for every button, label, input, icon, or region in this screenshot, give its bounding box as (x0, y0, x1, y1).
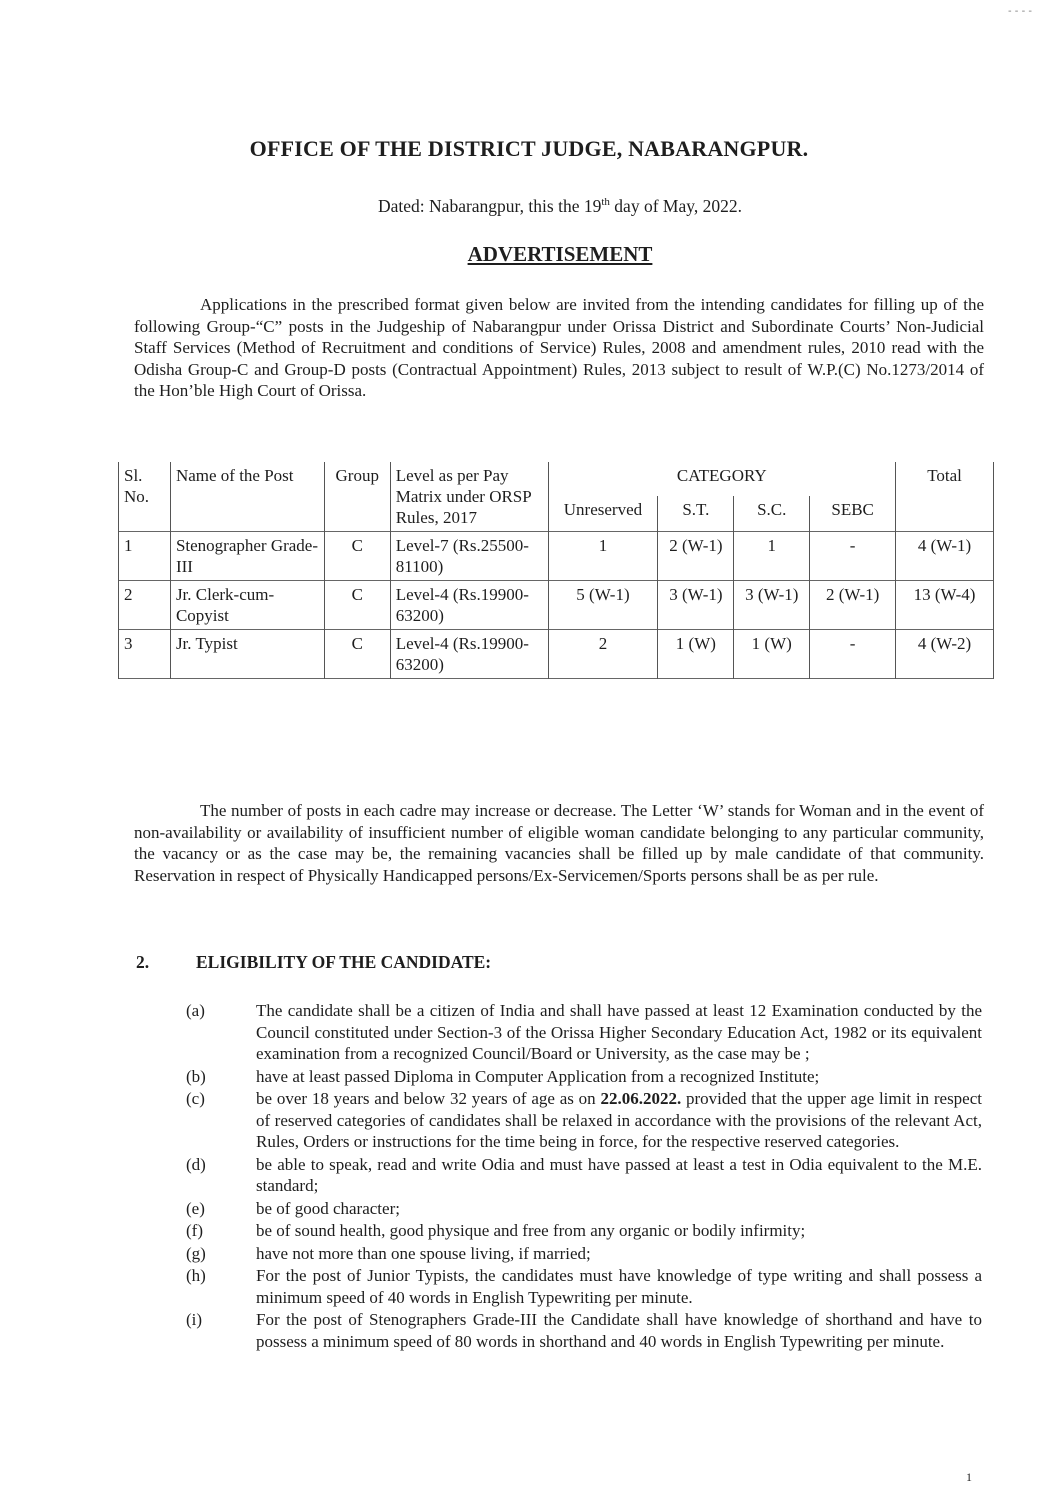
advertisement-heading: ADVERTISEMENT (467, 242, 653, 266)
item-label: (a) (186, 1001, 205, 1020)
item-label: (d) (186, 1154, 206, 1174)
row-sc: 1 (W) (734, 630, 810, 679)
item-text: For the post of Stenographers Grade-III the Candidate shall have knowledge of shorthand and have to possess a minimum speed of 80 words in shorthand and 40 words in English Typewriting per minute. (256, 1310, 982, 1351)
section-number: 2. (136, 952, 150, 972)
row-unreserved: 5 (W-1) (548, 581, 658, 630)
row-sl: 1 (119, 532, 171, 581)
row-unreserved: 2 (548, 630, 658, 679)
row-group: C (324, 532, 390, 581)
dated-line (0, 196, 1058, 217)
table-row (119, 630, 994, 679)
row-group: C (324, 581, 390, 630)
header-unreserved: Unreserved (548, 496, 658, 531)
header-group: Group (324, 462, 390, 532)
item-text-before: be over 18 years and below 32 years of age as on (256, 1089, 601, 1108)
row-level: Level-4 (Rs.19900-63200) (390, 630, 548, 679)
item-text: have not more than one spouse living, if married; (256, 1243, 591, 1263)
row-sl: 3 (119, 630, 171, 679)
item-text (256, 1088, 982, 1153)
eligibility-list (186, 1000, 982, 1353)
note-text: The number of posts in each cadre may increase or decrease. The Letter ‘W’ stands for Woman and in the event of non-availability or availability of insufficient number of eligible woman candidate belonging to any particular community, the vacancy or as the case may be, the remaining vacancies shall be filled up by male candidate of that community. Reservation in respect of Physically Handicapped persons/Ex-Servicemen/Sports persons shall be as per rule. (134, 801, 984, 885)
list-item (186, 1309, 982, 1352)
row-name: Jr. Typist (170, 630, 324, 679)
row-level: Level-4 (Rs.19900-63200) (390, 581, 548, 630)
row-sc: 3 (W-1) (734, 581, 810, 630)
list-item (186, 1000, 982, 1065)
header-level: Level as per Pay Matrix under ORSP Rules, 2017 (390, 462, 548, 532)
row-st: 2 (W-1) (658, 532, 734, 581)
header-sc: S.C. (734, 496, 810, 531)
table-header-row (119, 462, 994, 496)
list-item (186, 1265, 982, 1308)
row-st: 3 (W-1) (658, 581, 734, 630)
row-total: 4 (W-2) (896, 630, 994, 679)
dated-suffix: day of May, 2022. (609, 196, 742, 216)
row-total: 4 (W-1) (896, 532, 994, 581)
row-name: Jr. Clerk-cum-Copyist (170, 581, 324, 630)
item-text: be of sound health, good physique and free from any organic or bodily infirmity; (256, 1221, 806, 1240)
item-text-date: 22.06.2022. (600, 1089, 682, 1108)
item-label: (i) (186, 1310, 203, 1329)
row-unreserved: 1 (548, 532, 658, 581)
row-sc: 1 (734, 532, 810, 581)
row-sebc: - (810, 630, 896, 679)
intro-text: Applications in the prescribed format given below are invited from the intending candidates for filling up of the following Group-“C” posts in the Judgeship of Nabarangpur under Orissa District and Subordinate Courts’ Non-Judicial Staff Services (Method of Recruitment and conditions of Service) Rules, 2008 and amendment rules, 2010 read with the Odisha Group-C and Group-D posts (Contractual Appointment) Rules, 2013 subject to result of W.P.(C) No.1273/2014 of the Hon’ble High Court of Orissa. (134, 295, 984, 400)
item-label: (e) (186, 1198, 205, 1218)
item-text: The candidate shall be a citizen of India and shall have passed at least 12 Examination conducted by the Council constituted under Section-3 of the Orissa Higher Secondary Education Act, 1982 or its equivalent examination from a recognized Council/Board or University, as the case may be ; (256, 1001, 982, 1063)
table-row (119, 581, 994, 630)
header-category: CATEGORY (548, 462, 896, 496)
header-name: Name of the Post (170, 462, 324, 532)
item-text-after: provided that the upper age limit in respect of reserved categories of candidates shall be relaxed in accordance with the provisions of the relevant Act, Rules, Orders or instructions for the time being in force, for the respective reserved categories. (256, 1089, 982, 1151)
list-item (186, 1088, 982, 1153)
row-st: 1 (W) (658, 630, 734, 679)
item-label: (h) (186, 1266, 206, 1285)
section-title: ELIGIBILITY OF THE CANDIDATE: (196, 952, 492, 972)
header-sl: Sl. No. (119, 462, 171, 532)
item-text: be of good character; (256, 1198, 400, 1218)
item-label: (c) (186, 1089, 205, 1108)
list-item (186, 1220, 982, 1242)
row-sl: 2 (119, 581, 171, 630)
row-sebc: - (810, 532, 896, 581)
office-title: OFFICE OF THE DISTRICT JUDGE, NABARANGPUR. (249, 136, 809, 161)
item-label: (b) (186, 1066, 206, 1086)
row-level: Level-7 (Rs.25500-81100) (390, 532, 548, 581)
header-total: Total (896, 462, 994, 532)
list-item (186, 1243, 982, 1265)
list-item (186, 1066, 982, 1088)
item-label: (g) (186, 1243, 206, 1263)
item-text: be able to speak, read and write Odia and must have passed at least a test in Odia equivalent to the M.E. standard; (256, 1154, 982, 1195)
dated-prefix: Dated: Nabarangpur, this the 19 (378, 196, 602, 216)
item-text: have at least passed Diploma in Computer Application from a recognized Institute; (256, 1066, 820, 1086)
corner-scan-mark: - - - - (1008, 6, 1032, 17)
table-row (119, 532, 994, 581)
intro-paragraph (134, 294, 984, 402)
item-text: For the post of Junior Typists, the candidates must have knowledge of type writing and shall possess a minimum speed of 40 words in English Typewriting per minute. (256, 1266, 982, 1307)
item-label: (f) (186, 1221, 203, 1240)
row-group: C (324, 630, 390, 679)
header-sebc: SEBC (810, 496, 896, 531)
page-number: 1 (966, 1470, 972, 1484)
header-st: S.T. (658, 496, 734, 531)
row-name: Stenographer Grade-III (170, 532, 324, 581)
list-item (186, 1154, 982, 1197)
row-total: 13 (W-4) (896, 581, 994, 630)
dated-superscript: th (601, 196, 610, 209)
row-sebc: 2 (W-1) (810, 581, 896, 630)
list-item (186, 1198, 982, 1220)
note-paragraph (134, 800, 984, 886)
posts-table (118, 462, 994, 679)
